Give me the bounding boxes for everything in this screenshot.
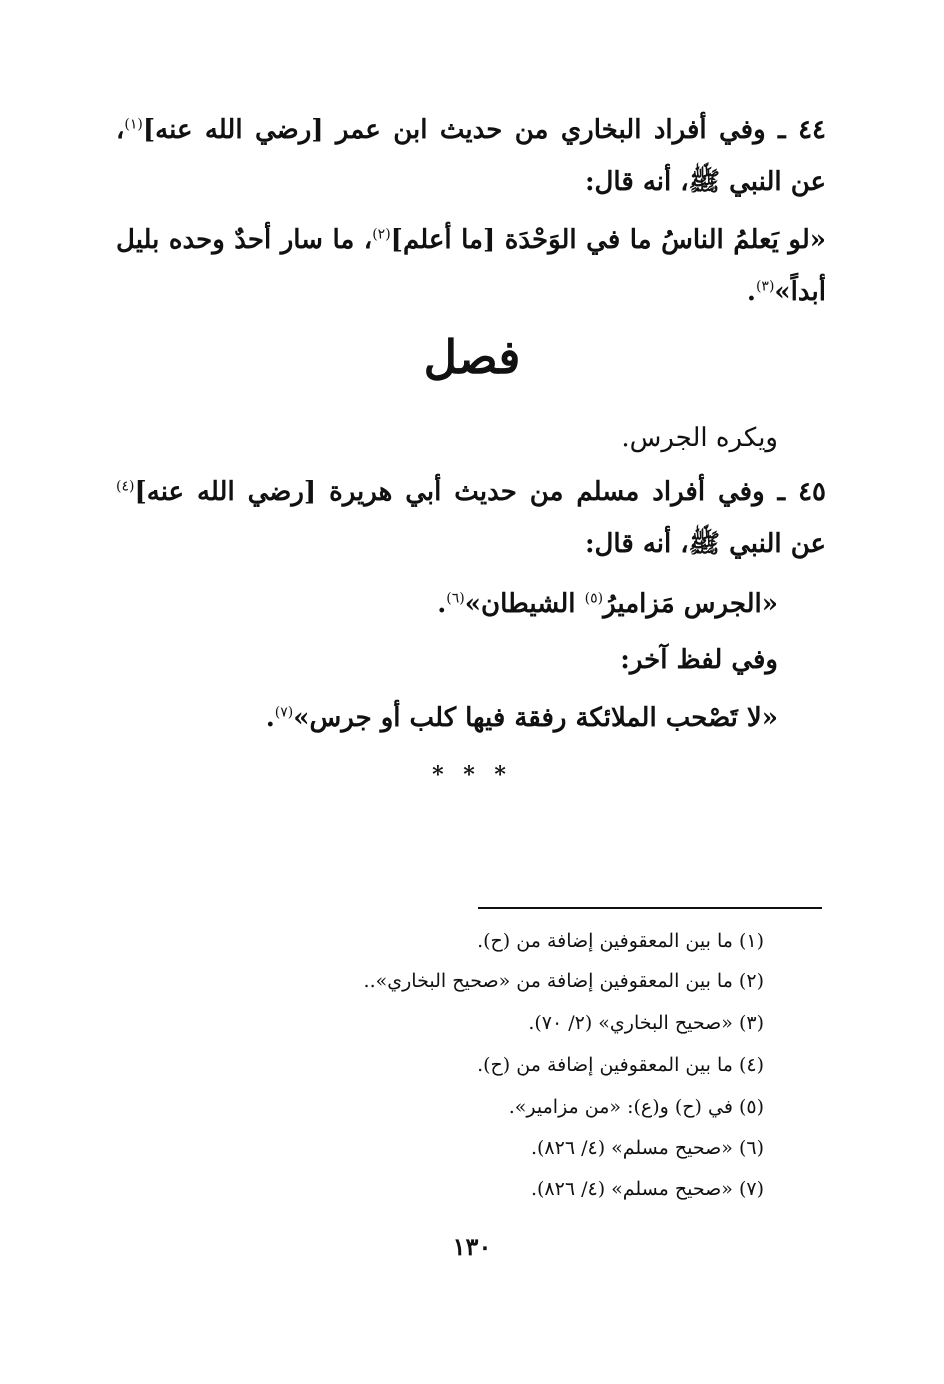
hadith-number: ٤٥: [798, 477, 826, 507]
quote-tail: ، ما سار أحدٌ وحده بليل أبداً»: [116, 225, 826, 307]
footnote-3: (٣) «صحيح البخاري» (٢/ ٧٠).: [528, 1012, 764, 1034]
footnote-6: (٦) «صحيح مسلم» (٤/ ٨٢٦).: [530, 1137, 764, 1159]
section-heading: فصل: [423, 330, 521, 384]
hadith-44-paragraph: [116, 104, 826, 208]
hadith-45-paragraph: [116, 466, 826, 570]
period: .: [746, 277, 756, 307]
footnote-7: (٧) «صحيح مسلم» (٤/ ٨٢٦).: [530, 1178, 764, 1200]
footnote-ref[interactable]: (٥): [584, 590, 604, 607]
footnote-ref[interactable]: (٦): [446, 590, 465, 607]
quote-text: «الجرس مَزاميرُ: [603, 589, 778, 619]
hadith-text: ـ وفي أفراد مسلم من حديث أبي هريرة [رضي الله عنه]: [134, 477, 799, 507]
hadith-45-quote-1: [158, 578, 778, 630]
footnote-5: (٥) في (ح) و(ع): «من مزامير».: [508, 1096, 764, 1118]
other-wording-label: وفي لفظ آخر:: [620, 645, 778, 675]
page-number: ١٣٠: [452, 1232, 492, 1261]
footnote-ref[interactable]: (١): [124, 116, 143, 133]
hadith-45-quote-2: [158, 692, 778, 744]
hadith-text: ـ وفي أفراد البخاري من حديث ابن عمر [رضي الله عنه]: [142, 115, 799, 145]
quote-text: «لو يَعلمُ الناسُ ما في الوَحْدَة [ما أعلم]: [390, 225, 827, 255]
hadith-text-tail: عن النبي ﷺ، أنه قال:: [584, 529, 826, 559]
intro-line: ويكره الجرس.: [621, 423, 778, 453]
footnote-4: (٤) ما بين المعقوفين إضافة من (ح).: [477, 1054, 764, 1076]
footnote-ref[interactable]: (٧): [274, 704, 294, 721]
period: .: [265, 703, 275, 733]
quote-tail: الشيطان»: [464, 589, 585, 619]
footnote-1: (١) ما بين المعقوفين إضافة من (ح).: [477, 930, 764, 952]
footnote-divider: [478, 907, 822, 909]
footnote-2: (٢) ما بين المعقوفين إضافة من «صحيح البخاري»..: [363, 970, 764, 992]
hadith-text-tail: ، عن النبي ﷺ، أنه قال:: [116, 115, 826, 197]
hadith-44-quote: [116, 214, 826, 318]
hadith-number: ٤٤: [798, 115, 826, 145]
footnote-ref[interactable]: (٣): [755, 278, 775, 295]
footnote-ref[interactable]: (٢): [372, 226, 391, 243]
quote-text: «لا تَصْحب الملائكة رفقة فيها كلب أو جرس»: [293, 703, 778, 733]
period: .: [437, 589, 447, 619]
section-separator: * * *: [432, 762, 512, 788]
footnote-ref[interactable]: (٤): [116, 478, 135, 495]
